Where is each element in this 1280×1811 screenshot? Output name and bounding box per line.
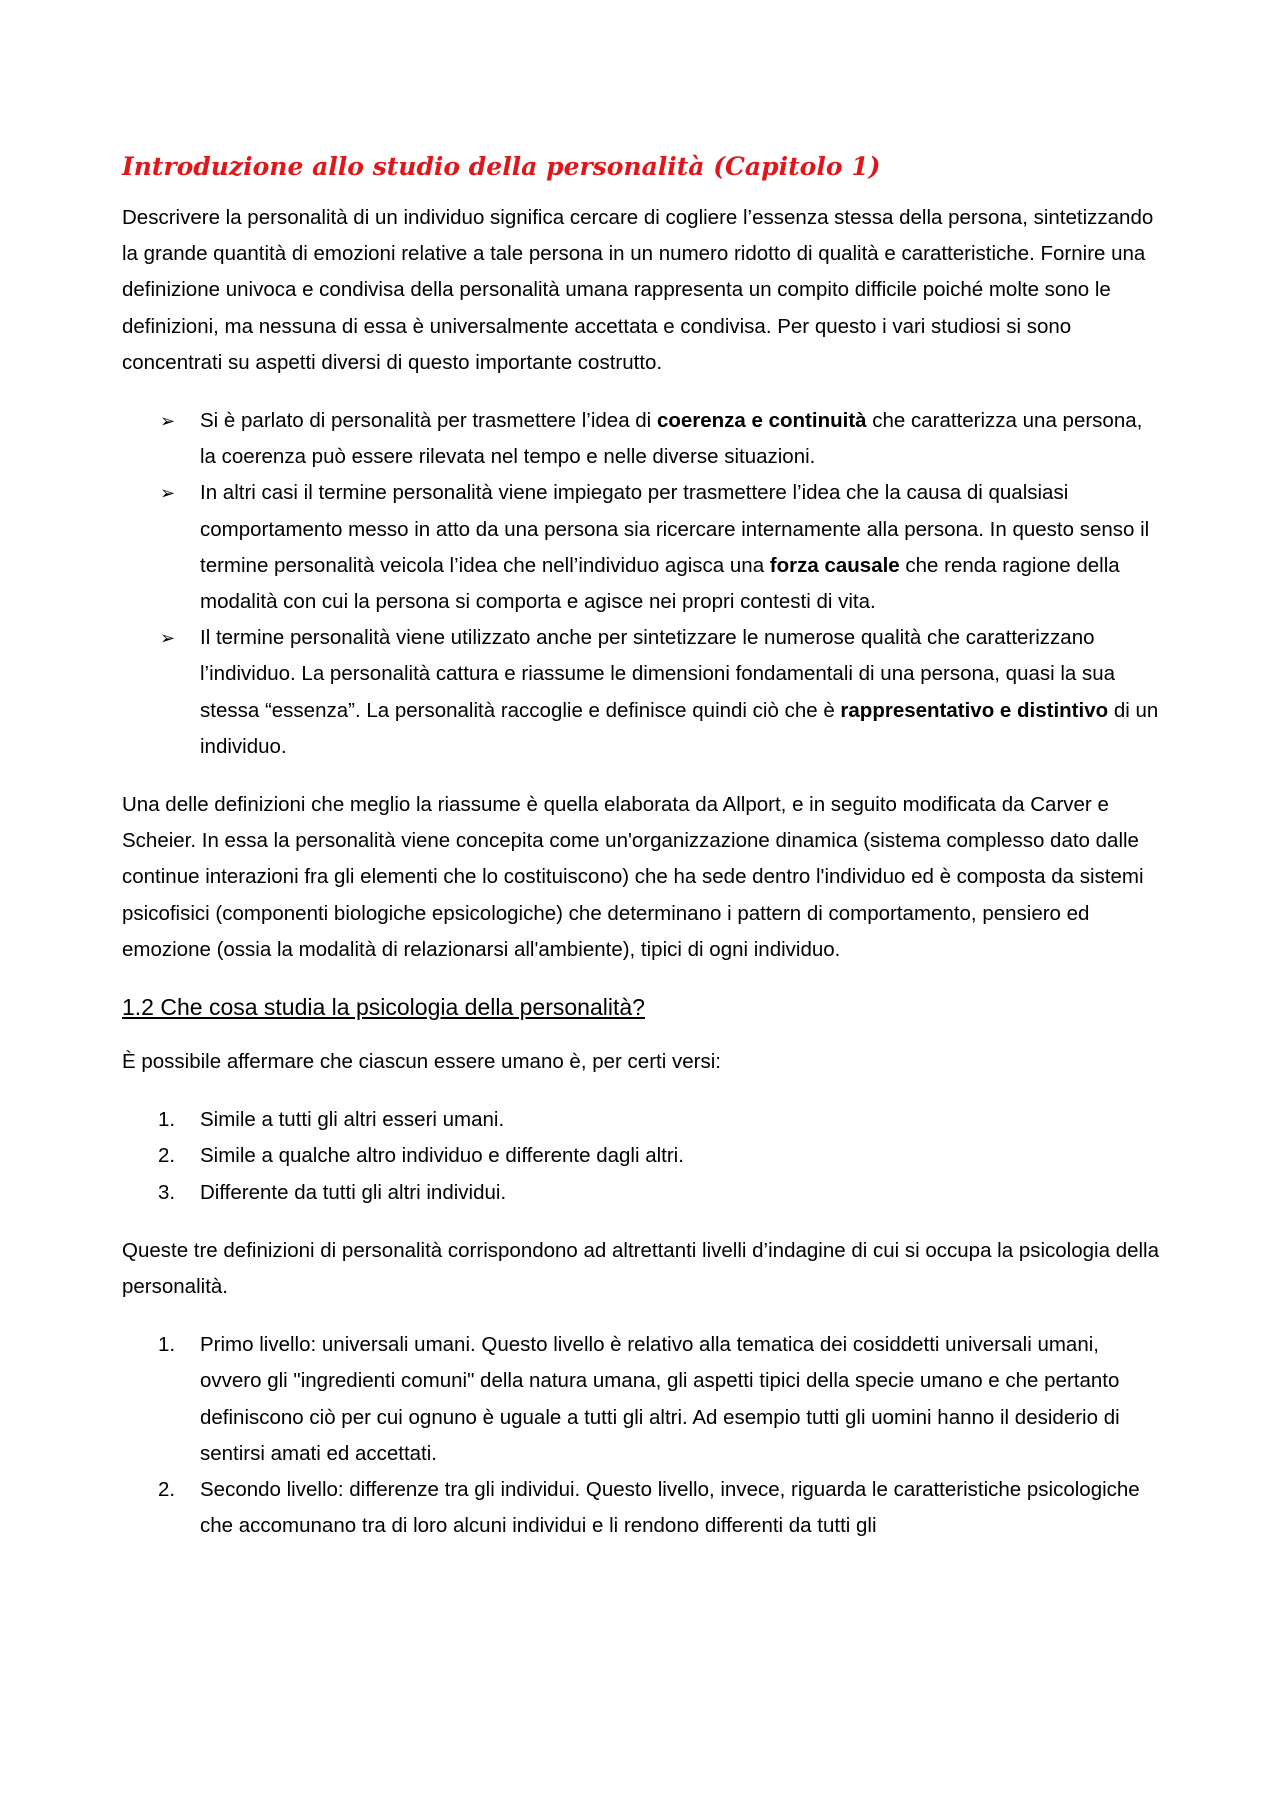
levels-intro: Queste tre definizioni di personalità corrispondono ad altrettanti livelli d’indagine di cui si occupa la psicologia della personalità. — [122, 1238, 1160, 1299]
list-item: 3. Differente da tutti gli altri individui. — [200, 1175, 1162, 1211]
bold-term: rappresentativo e distintivo — [840, 698, 1109, 722]
allport-paragraph: Una delle definizioni che meglio la riassume è quella elaborata da Allport, e in seguito modificata da Carver e Scheier. In essa la personalità viene concepita come un'organizzazione dinamica (sistema complesso dato dalle continue interazioni fra gli elementi che lo costituiscono) che ha sede dentro l'individuo ed è composta da sistemi psicofisici (componenti biologiche epsicologiche) che determinano i pattern di comportamento, pensiero ed emozione (ossia la modalità di relazionarsi all'ambiente), tipici di ogni individuo. — [122, 793, 1144, 961]
list-item: ➢ Il termine personalità viene utilizzato anche per sintetizzare le numerose qualità che caratterizzano l’individuo. La personalità cattura e riassume le dimensioni fondamentali di una persona, quasi la sua stessa “essenza”. La personalità raccoglie e definisce quindi ciò che è rappresentativo e distintivo di un individuo. — [200, 620, 1162, 765]
list-number: 2. — [158, 1478, 176, 1502]
list-item: ➢ Si è parlato di personalità per trasmettere l’idea di coerenza e continuità che caratterizza una persona, la coerenza può essere rilevata nel tempo e nelle diverse situazioni. — [200, 403, 1162, 475]
list-number: 1. — [158, 1108, 176, 1132]
levels-long-list — [122, 1327, 1162, 1544]
section-intro: È possibile affermare che ciascun essere umano è, per certi versi: — [122, 1050, 721, 1074]
list-item: 2. Simile a qualche altro individuo e differente dagli altri. — [200, 1138, 1162, 1174]
characteristics-list — [122, 403, 1162, 765]
document-page — [122, 150, 1162, 1567]
arrow-bullet-icon: ➢ — [160, 628, 176, 649]
list-number: 1. — [158, 1333, 176, 1357]
document-title: Introduzione allo studio della personalità (Capitolo 1) — [122, 152, 881, 181]
arrow-bullet-icon: ➢ — [160, 411, 176, 432]
bold-term: forza causale — [769, 553, 900, 577]
list-item: 1. Primo livello: universali umani. Questo livello è relativo alla tematica dei cosiddetti universali umani, ovvero gli "ingredienti comuni" della natura umana, gli aspetti tipici della specie umano e che pertanto definiscono ciò per cui ognuno è uguale a tutti gli altri. Ad esempio tutti gli uomini hanno il desiderio di sentirsi amati ed accettati. — [200, 1327, 1162, 1472]
list-item: ➢ In altri casi il termine personalità viene impiegato per trasmettere l’idea che la causa di qualsiasi comportamento messo in atto da una persona sia ricercare internamente alla persona. In questo senso il termine personalità veicola l’idea che nell’individuo agisca una forza causale che renda ragione della modalità con cui la persona si comporta e agisce nei propri contesti di vita. — [200, 475, 1162, 620]
list-item: 2. Secondo livello: differenze tra gli individui. Questo livello, invece, riguarda le caratteristiche psicologiche che accomunano tra di loro alcuni individui e li rendono differenti da tutti gli — [200, 1472, 1162, 1544]
list-number: 3. — [158, 1180, 176, 1204]
intro-paragraph: Descrivere la personalità di un individuo significa cercare di cogliere l’essenza stessa della persona, sintetizzando la grande quantità di emozioni relative a tale persona in un numero ridotto di qualità e caratteristiche. Fornire una definizione univoca e condivisa della personalità umana rappresenta un compito difficile poiché molte sono le definizioni, ma nessuna di essa è universalmente accettata e condivisa. Per questo i vari studiosi si sono concentrati su aspetti diversi di questo importante costrutto. — [122, 206, 1154, 374]
bold-term: coerenza e continuità — [656, 409, 867, 433]
section-heading: 1.2 Che cosa studia la psicologia della personalità? — [122, 994, 645, 1021]
arrow-bullet-icon: ➢ — [160, 483, 176, 504]
list-item: 1. Simile a tutti gli altri esseri umani. — [200, 1102, 1162, 1138]
levels-short-list — [122, 1102, 1162, 1211]
list-number: 2. — [158, 1144, 176, 1168]
